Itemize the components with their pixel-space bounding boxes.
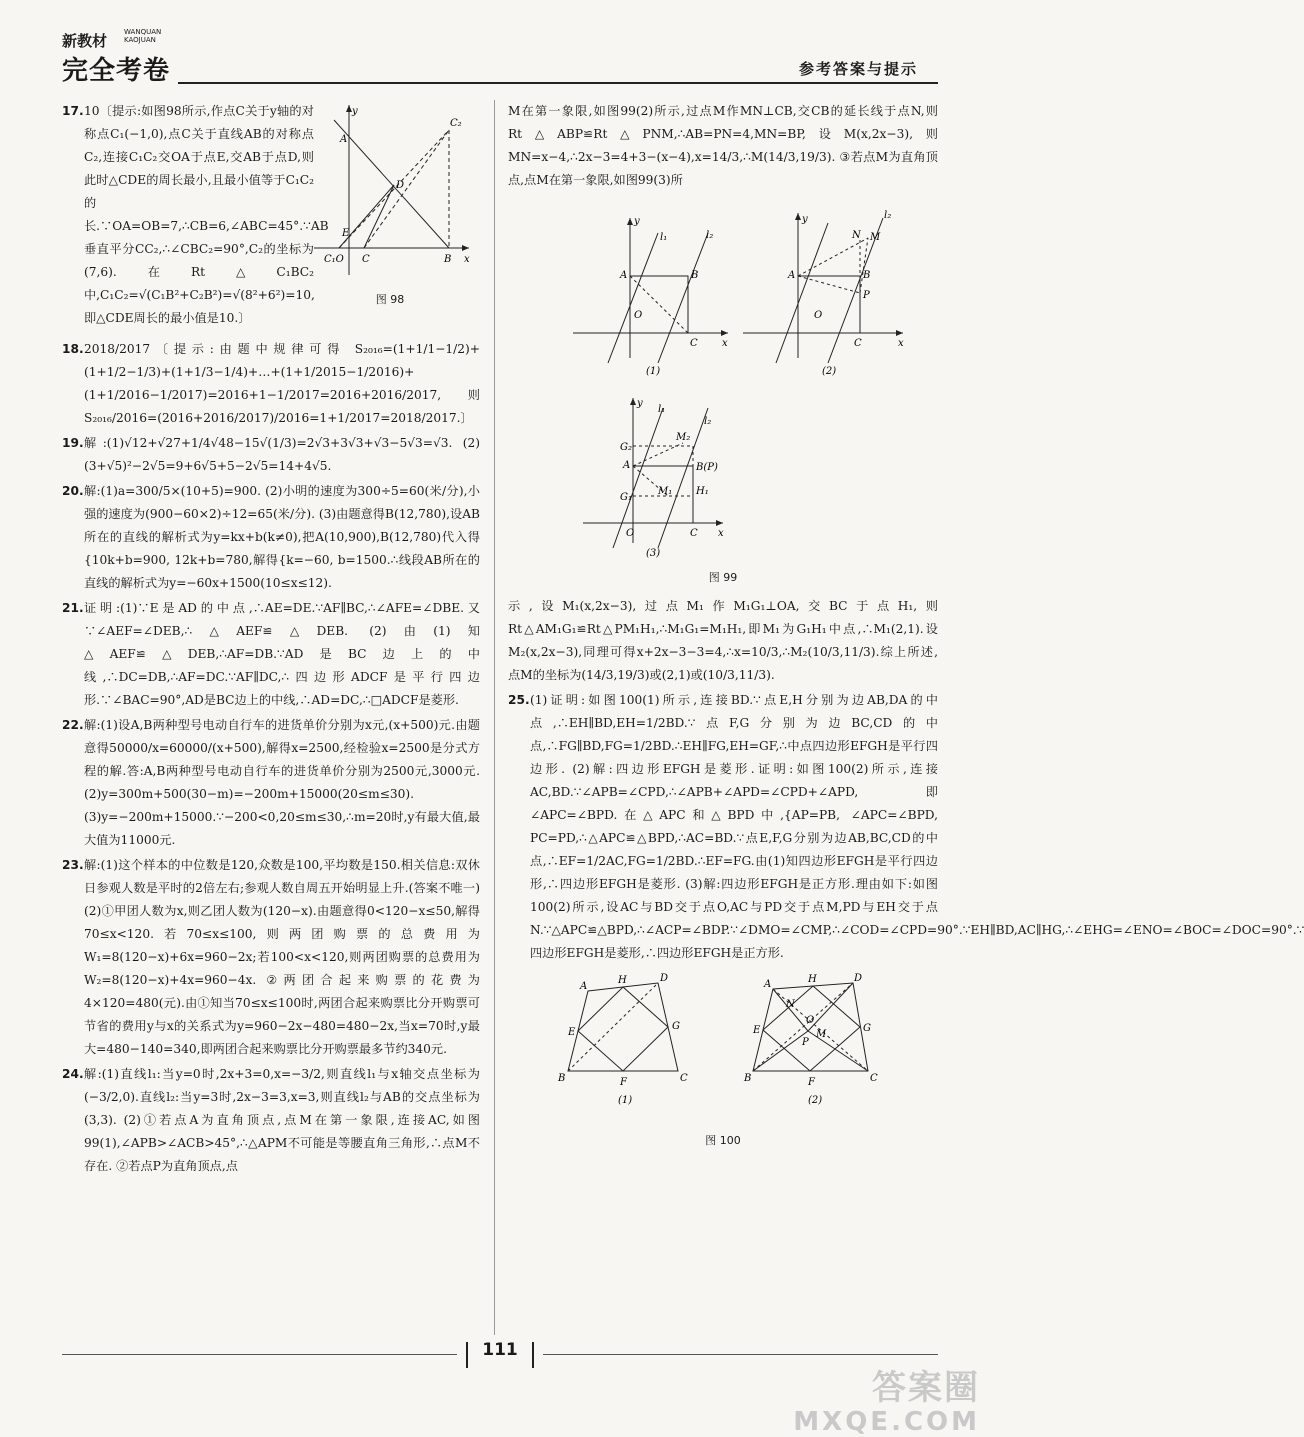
- svg-text:y: y: [637, 398, 643, 409]
- svg-text:H₁: H₁: [696, 486, 709, 497]
- answer-item-24: [62, 1063, 480, 1178]
- svg-text:l₂: l₂: [704, 416, 712, 427]
- figure-99-3: [583, 398, 724, 548]
- svg-text:x: x: [898, 338, 904, 349]
- figure-98: [304, 100, 476, 306]
- svg-text:C₁O: C₁O: [324, 254, 344, 265]
- svg-text:P: P: [863, 290, 870, 301]
- answer-item-24-end: [508, 595, 938, 687]
- svg-text:C: C: [690, 528, 698, 539]
- figure-99-caption: 图 99: [708, 571, 738, 584]
- svg-text:O: O: [634, 310, 643, 321]
- svg-text:M₂: M₂: [676, 432, 691, 443]
- item-text: 解:(1)a=300/5×(10+5)=900. (2)小明的速度为300÷5=60(米/分),小强的速度为(900−60×2)÷12=65(米/分). (3)由题意得B(12,780),设AB所在的直线的解析式为y=kx+b(k≠0),把A(10,900),B(12,780)代入得{10k+b=900, 12k+b=780,解得{k=−60, b=1500.∴线段AB所在的直线的解析式为y=−60x+1500(10≤x≤12).: [84, 484, 480, 590]
- svg-text:B: B: [744, 1073, 752, 1084]
- figure-100: [508, 971, 938, 1152]
- svg-text:B: B: [691, 270, 699, 281]
- answer-item-20: [62, 480, 480, 595]
- item-number: 20.: [62, 484, 84, 498]
- answer-item-19: [62, 432, 480, 478]
- brand-pinyin: [124, 28, 161, 44]
- svg-text:x: x: [718, 528, 724, 539]
- svg-text:B: B: [863, 270, 871, 281]
- item-number: 23.: [62, 858, 84, 872]
- answer-item-21: [62, 597, 480, 712]
- svg-text:H: H: [808, 974, 817, 985]
- svg-text:M: M: [870, 232, 881, 243]
- item-text: 2018/2017〔提示:由题中规律可得 S₂₀₁₆=(1+1/1−1/2)+(1+1/2−1/3)+(1+1/3−1/4)+…+(1+1/2015−1/2016)+(1+1/2016−1/2017)=2016+1−1/2017=2016+2016/2017,则S₂₀₁₆/2016=(2016+2016/2017)/2016=1+1/2017=2018/2017.〕: [84, 342, 480, 425]
- svg-text:N: N: [852, 230, 861, 241]
- right-column: [508, 100, 1304, 1158]
- watermark-logo-text: 答案圈: [872, 1368, 980, 1408]
- answer-item-22: [62, 714, 480, 852]
- answer-item-23: [62, 854, 480, 1061]
- svg-text:O: O: [806, 1015, 815, 1026]
- figure-99: [508, 198, 938, 589]
- figure-100-sub1-label: (1): [618, 1095, 633, 1106]
- svg-text:B(P): B(P): [696, 462, 718, 473]
- svg-text:x: x: [722, 338, 728, 349]
- svg-text:C: C: [690, 338, 698, 349]
- left-column: [62, 100, 480, 1180]
- item-number: 24.: [62, 1067, 84, 1081]
- svg-text:A: A: [620, 270, 628, 281]
- brand-logo-text: 完全考卷: [62, 56, 171, 86]
- svg-text:x: x: [464, 254, 470, 265]
- svg-text:G: G: [672, 1021, 680, 1032]
- brand-pinyin-1: WANQUAN: [124, 28, 162, 36]
- item-text: (1)证明:如图100(1)所示,连接BD.∵点E,H分别为边AB,DA的中点,∴EH∥BD,EH=1/2BD.∵点F,G分别为边BC,CD的中点,∴FG∥BD,FG=1/2BD.∴EH∥FG,EH=GF,∴中点四边形EFGH是平行四边形. (2)解:四边形EFGH是菱形.证明:如图100(2)所示,连接AC,BD.∵∠APB=∠CPD,∴∠APB+∠APD=∠CPD+∠APD,即∠APC=∠BPD.在△APC和△BPD中,{AP=PB, ∠APC=∠BPD, PC=PD,∴△APC≌△BPD,∴AC=BD.∵点E,F,G分别为边AB,BC,CD的中点,∴EF=1/2AC,FG=1/2BD.∴EF=FG.由(1)知四边形EFGH是平行四边形,∴四边形EFGH是菱形. (3)解:四边形EFGH是正方形.理由如下:如图100(2)所示,设AC与BD交于点O,AC与PD交于点M,PD与EH交于点N.∵△APC≌△BPD,∴∠ACP=∠BDP.∵∠DMO=∠CMP,∴∠COD=∠CPD=90°.∵EH∥BD,AC∥HG,∴∠EHG=∠ENO=∠BOC=∠DOC=90°.∵四边形EFGH是菱形,∴四边形EFGH是正方形.: [530, 693, 1304, 960]
- svg-text:y: y: [802, 214, 808, 225]
- svg-text:A: A: [340, 134, 348, 145]
- svg-text:l₂: l₂: [706, 230, 714, 241]
- svg-text:O: O: [814, 310, 823, 321]
- svg-text:C: C: [854, 338, 862, 349]
- svg-text:y: y: [352, 106, 358, 117]
- figure-100-diagrams: [508, 971, 938, 1121]
- svg-text:M₁: M₁: [658, 486, 673, 497]
- svg-text:F: F: [808, 1077, 815, 1088]
- svg-text:D: D: [854, 973, 863, 984]
- svg-text:A: A: [580, 981, 588, 992]
- svg-text:E: E: [753, 1025, 761, 1036]
- svg-text:O: O: [626, 528, 635, 539]
- item-text: 10〔提示:如图98所示,作点C关于y轴的对称点C₁(−1,0),点C关于直线AB的对称点C₂,连接C₁C₂交OA于点E,交AB于点D,则此时△CDE的周长最小,且最小值等于C₁C₂的长.∵OA=OB=7,∴CB=6,∠ABC=45°.∵AB垂直平分CC₂,∴∠CBC₂=90°,C₂的坐标为(7,6).在Rt△C₁BC₂中,C₁C₂=√(C₁B²+C₂B²)=√(8²+6²)=10,即△CDE周长的最小值是10.〕: [84, 104, 329, 325]
- figure-99-2: [743, 210, 904, 363]
- svg-text:D: D: [660, 973, 669, 984]
- item-number: 25.: [508, 693, 530, 707]
- figure-100-caption: 图 100: [705, 1134, 741, 1147]
- figure-100-1: [557, 973, 688, 1088]
- page-number: 111: [462, 1340, 538, 1360]
- item-number: 18.: [62, 342, 84, 356]
- watermark-url: MXQE.COM: [793, 1407, 980, 1437]
- svg-text:E: E: [342, 228, 350, 239]
- svg-text:P: P: [802, 1037, 809, 1048]
- answer-item-18: [62, 338, 480, 430]
- figure-100-sub2-label: (2): [808, 1095, 823, 1106]
- svg-text:A: A: [623, 460, 631, 471]
- footer-rule-left: [62, 1354, 457, 1355]
- figure-99-sub1-label: (1): [646, 366, 661, 377]
- svg-text:G: G: [863, 1023, 871, 1034]
- figure-98-diagram: [304, 100, 476, 280]
- svg-text:l₁: l₁: [658, 404, 666, 415]
- item-text: 解:(1)√12+√27+1/4√48−15√(1/3)=2√3+3√3+√3−5√3=√3. (2)(3+√5)²−2√5=9+6√5+5−2√5=14+4√5.: [84, 436, 480, 473]
- svg-text:l₂: l₂: [884, 210, 892, 221]
- item-text: 解:(1)直线l₁:当y=0时,2x+3=0,x=−3/2,则直线l₁与x轴交点坐标为(−3/2,0).直线l₂:当y=3时,2x−3=3,x=3,则直线l₂与AB的交点坐标为(3,3). (2)①若点A为直角顶点,点M在第一象限,连接AC,如图99(1),∠APB>∠ACB>45°,∴△APM不可能是等腰直角三角形,∴点M不存在. ②若点P为直角顶点,点: [84, 1067, 480, 1173]
- svg-text:N: N: [786, 999, 795, 1010]
- brand-pinyin-2: KAOJUAN: [124, 36, 156, 44]
- svg-text:l₁: l₁: [660, 232, 668, 243]
- svg-text:E: E: [568, 1027, 576, 1038]
- figure-99-sub2-label: (2): [822, 366, 837, 377]
- svg-text:A: A: [788, 270, 796, 281]
- svg-text:F: F: [620, 1077, 627, 1088]
- svg-text:A: A: [764, 979, 772, 990]
- answer-item-17: [62, 100, 480, 336]
- svg-text:B: B: [558, 1073, 566, 1084]
- figure-98-caption: 图 98: [375, 293, 405, 306]
- page-header: [62, 22, 938, 86]
- svg-text:C: C: [680, 1073, 688, 1084]
- column-divider: [494, 100, 495, 1335]
- svg-text:M: M: [816, 1029, 827, 1040]
- answer-item-25: [508, 689, 1304, 965]
- answer-item-24-continued: [508, 100, 938, 192]
- svg-text:H: H: [618, 975, 627, 986]
- figure-99-diagrams: [508, 198, 938, 558]
- svg-text:D: D: [396, 180, 405, 191]
- svg-text:C: C: [870, 1073, 878, 1084]
- watermark: [793, 1360, 980, 1435]
- section-title: 参考答案与提示: [798, 60, 918, 78]
- item-number: 21.: [62, 601, 84, 615]
- figure-99-1: [573, 216, 728, 363]
- item-text: 证明:(1)∵E是AD的中点,∴AE=DE.∵AF∥BC,∴∠AFE=∠DBE.又∵∠AEF=∠DEB,∴△AEF≌△DEB. (2)由(1)知△AEF≌△DEB,∴AF=DB.∵AD是BC边上的中线,∴DC=DB,∴AF=DC.∵AF∥DC,∴四边形ADCF是平行四边形.∵∠BAC=90°,AD是BC边上的中线,∴AD=DC,∴□ADCF是菱形.: [84, 601, 480, 707]
- figure-100-2: [743, 973, 878, 1088]
- item-number: 22.: [62, 718, 84, 732]
- brand-top-text: 新教材: [62, 32, 108, 50]
- svg-text:C: C: [362, 254, 370, 265]
- svg-text:G₁: G₁: [620, 492, 632, 503]
- figure-99-sub3-label: (3): [646, 548, 661, 559]
- item-number: 19.: [62, 436, 84, 450]
- item-text: 解:(1)设A,B两种型号电动自行车的进货单价分别为x元,(x+500)元.由题意得50000/x=60000/(x+500),解得x=2500,经检验x=2500是分式方程的解.答:A,B两种型号电动自行车的进货单价分别为2500元,3000元. (2)y=300m+500(30−m)=−200m+15000(20≤m≤30). (3)y=−200m+15000.∵−200<0,20≤m≤30,∴m=20时,y有最大值,最大值为11000元.: [84, 718, 480, 847]
- item-text: 解:(1)这个样本的中位数是120,众数是100,平均数是150.相关信息:双休日参观人数是平时的2倍左右;参观人数自周五开始明显上升.(答案不唯一) (2)①甲团人数为x,则乙团人数为(120−x).由题意得0<120−x≤50,解得70≤x<120.若70≤x≤100,则两团购票的总费用为W₁=8(120−x)+6x=960−2x;若100<x<120,则两团购票的总费用为W₂=8(120−x)+4x=960−4x. ②两团合起来购票的花费为4×120=480(元).由①知当70≤x≤100时,两团合起来购票比分开购票可节省的费用y与x的关系式为y=960−2x−480=480−2x,当x=70时,y最大=480−140=340,即两团合起来购票比分开购票最多节约340元.: [84, 858, 480, 1056]
- item-text: 示,设M₁(x,2x−3),过点M₁作M₁G₁⊥OA,交BC于点H₁,则Rt△AM₁G₁≌Rt△PM₁H₁,∴M₁G₁=M₁H₁,即M₁为G₁H₁中点,∴M₁(2,1).设M₂(x,2x−3),同理可得x+2x−3−3=4,∴x=10/3,∴M₂(10/3,11/3).综上所述,点M的坐标为(14/3,19/3)或(2,1)或(10/3,11/3).: [508, 599, 938, 682]
- svg-text:y: y: [634, 216, 640, 227]
- svg-text:B: B: [444, 254, 452, 265]
- svg-text:C₂: C₂: [450, 118, 462, 129]
- header-rule: [178, 82, 938, 84]
- svg-text:G₂: G₂: [620, 442, 632, 453]
- footer-rule-right: [543, 1354, 938, 1355]
- item-number: 17.: [62, 104, 84, 118]
- item-text: M在第一象限,如图99(2)所示,过点M作MN⊥CB,交CB的延长线于点N,则Rt△ABP≌Rt△PNM,∴AB=PN=4,MN=BP,设M(x,2x−3),则MN=x−4,∴2x−3=4+3−(x−4),x=14/3,∴M(14/3,19/3). ③若点M为直角顶点,点M在第一象限,如图99(3)所: [508, 104, 938, 187]
